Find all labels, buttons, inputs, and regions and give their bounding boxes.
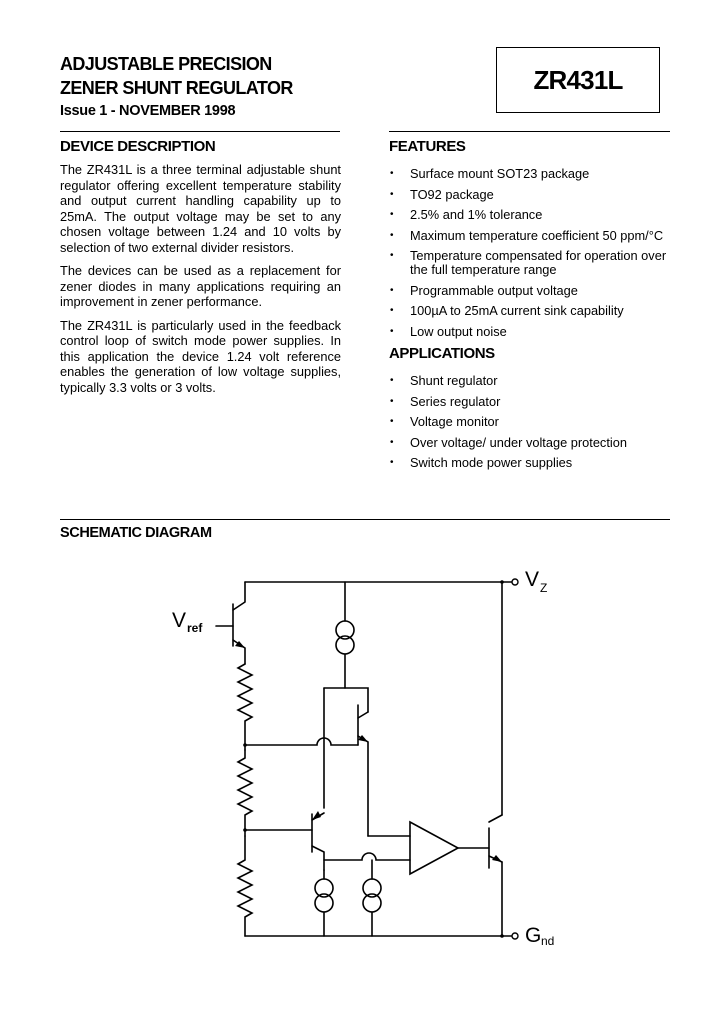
feature-item: • Surface mount SOT23 package — [389, 167, 670, 181]
feature-item: • Maximum temperature coefficient 50 ppm/°C — [389, 229, 670, 243]
vref-transistor-collector — [233, 582, 245, 610]
description-paragraph-2: The devices can be used as a replacement for zener diodes in many applications requiring an improvement in zener performance. — [60, 263, 341, 309]
application-item: • Switch mode power supplies — [389, 456, 670, 470]
features-heading: FEATURES — [389, 138, 466, 155]
feature-item: • TO92 package — [389, 188, 670, 202]
title-line-1: ADJUSTABLE PRECISION — [60, 54, 272, 74]
part-number: ZR431L — [533, 64, 623, 95]
vz-label-sub: Z — [540, 581, 548, 595]
description-paragraph-1: The ZR431L is a three terminal adjustable shunt regulator offering excellent temperature stability and output current handling capability up to 25mA. The output voltage may be set to any chosen voltage between 1.24 and 10 volts by selection of two external divider resistors. — [60, 162, 341, 255]
issue-date: Issue 1 - NOVEMBER 1998 — [60, 103, 236, 119]
junction-dot — [243, 828, 247, 832]
schematic-heading: SCHEMATIC DIAGRAM — [60, 525, 212, 541]
description-heading: DEVICE DESCRIPTION — [60, 138, 216, 155]
feature-item: • 100µA to 25mA current sink capability — [389, 304, 670, 318]
resistor-top — [238, 664, 252, 750]
feature-item: • Programmable output voltage — [389, 284, 670, 298]
output-transistor-arrow — [492, 855, 502, 862]
mirror-transistor-emitter — [358, 736, 368, 836]
comparator-input-bottom — [324, 853, 410, 860]
divider-node-wire — [245, 738, 358, 745]
title-line-2: ZENER SHUNT REGULATOR — [60, 78, 293, 98]
mirror-transistor-collector — [358, 712, 368, 718]
junction-dot — [500, 934, 504, 938]
application-item: • Series regulator — [389, 395, 670, 409]
gnd-label-sub: nd — [541, 934, 555, 948]
output-transistor-collector — [489, 815, 502, 822]
junction-dot — [243, 743, 247, 747]
comparator-amplifier — [410, 822, 458, 874]
applications-heading: APPLICATIONS — [389, 345, 495, 362]
junction-dot — [500, 580, 504, 584]
vref-label-main: V — [172, 609, 187, 632]
left-transistor-emitter — [312, 846, 324, 870]
gnd-terminal — [512, 933, 518, 939]
resistor-bottom — [238, 836, 252, 936]
resistor-middle — [238, 750, 252, 836]
left-transistor-arrow — [312, 811, 321, 820]
application-item: • Over voltage/ under voltage protection — [389, 436, 670, 450]
vz-terminal — [512, 579, 518, 585]
gnd-label-main: G — [525, 924, 542, 947]
vref-label-sub: ref — [187, 621, 203, 635]
mirror-left-collector — [324, 688, 368, 712]
feature-item: • Temperature compensated for operation over the full temperature range — [389, 249, 670, 277]
vz-label-main: V — [525, 568, 540, 591]
feature-item: • 2.5% and 1% tolerance — [389, 208, 670, 222]
application-item: • Voltage monitor — [389, 415, 670, 429]
feature-item: • Low output noise — [389, 325, 670, 339]
description-paragraph-3: The ZR431L is particularly used in the feedback control loop of switch mode power supplies. In this application the device 1.24 volt reference enables the generation of low voltage supplies, typically 3.3 volts or 3 volts. — [60, 317, 341, 395]
application-item: • Shunt regulator — [389, 374, 670, 388]
